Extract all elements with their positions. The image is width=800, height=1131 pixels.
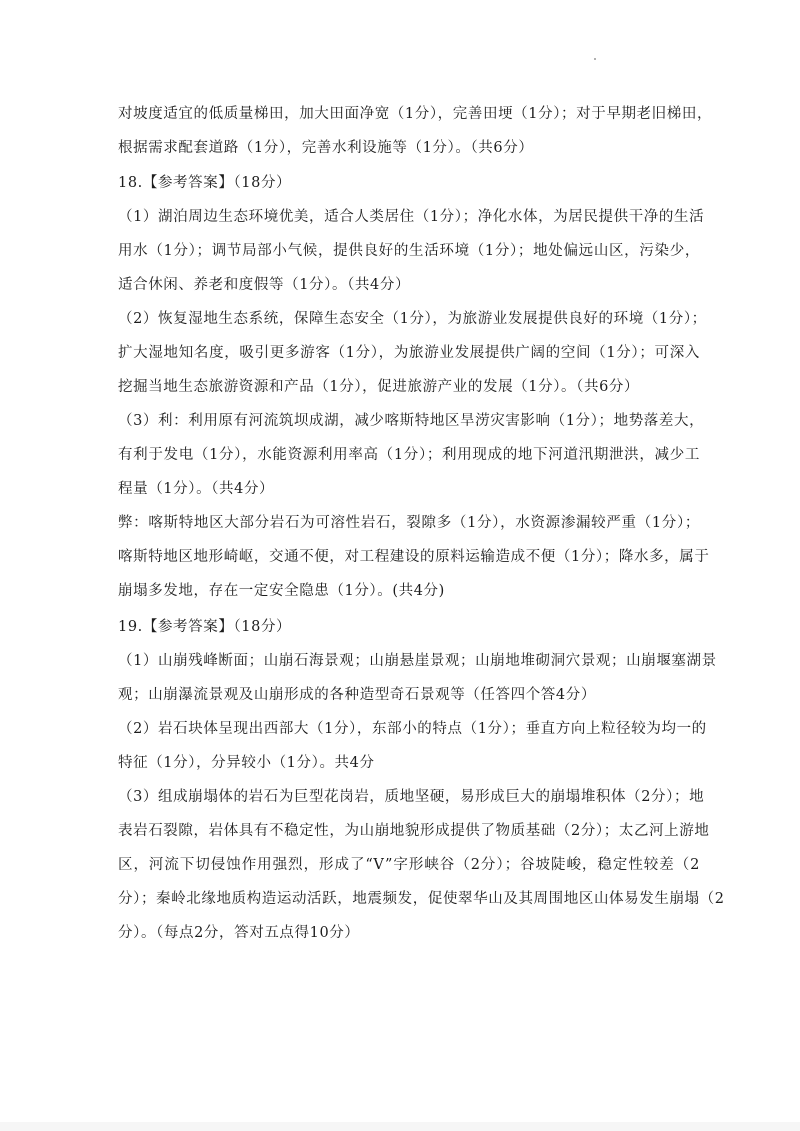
text-line: 用水（1分）；调节局部小气候，提供良好的生活环境（1分）；地处偏远山区，污染少， — [118, 243, 700, 259]
text-line: （1）湖泊周边生态环境优美，适合人类居住（1分）；净化水体，为居民提供干净的生活 — [118, 209, 705, 225]
text-line: 弊：喀斯特地区大部分岩石为可溶性岩石，裂隙多（1分），水资源渗漏较严重（1分）； — [118, 515, 700, 531]
page-bottom-strip — [0, 1122, 800, 1131]
text-line: 观；山崩瀑流景观及山崩形成的各种造型奇石景观等（任答四个答4分） — [118, 687, 596, 703]
section-heading-18: 18.【参考答案】（18分） — [118, 175, 292, 191]
text-line: 根据需求配套道路（1分），完善水利设施等（1分）。（共6分） — [118, 140, 534, 156]
text-line: 区，河流下切侵蚀作用强烈，形成了“V”字形峡谷（2分）；谷坡陡峻，稳定性较差（2 — [118, 857, 700, 873]
text-line: 挖掘当地生态旅游资源和产品（1分），促进旅游产业的发展（1分）。（共6分） — [118, 379, 640, 395]
text-line: 分）；秦岭北缘地质构造运动活跃，地震频发，促使翠华山及其周围地区山体易发生崩塌（2 — [118, 891, 725, 907]
text-line: 表岩石裂隙，岩体具有不稳定性，为山崩地貌形成提供了物质基础（2分）；太乙河上游地 — [118, 823, 710, 839]
section-heading-19: 19.【参考答案】（18分） — [118, 619, 292, 635]
text-line: 有利于发电（1分），水能资源利用率高（1分）；利用现成的地下河道汛期泄洪，减少工 — [118, 447, 700, 463]
text-line: 特征（1分），分异较小（1分）。共4分 — [118, 755, 375, 771]
text-line: 程量（1分）。（共4分） — [118, 481, 275, 497]
text-line: （1）山崩残峰断面；山崩石海景观；山崩悬崖景观；山崩地堆砌洞穴景观；山崩堰塞湖景 — [118, 653, 717, 669]
text-line: 喀斯特地区地形崎岖，交通不便，对工程建设的原料运输造成不便（1分）；降水多，属于 — [118, 549, 710, 565]
text-line: 分）。（每点2分，答对五点得10分） — [118, 925, 360, 941]
text-line: 扩大湿地知名度，吸引更多游客（1分），为旅游业发展提供广阔的空间（1分）；可深入 — [118, 345, 700, 361]
text-line: （2）岩石块体呈现出西部大（1分），东部小的特点（1分）；垂直方向上粒径较为均一的 — [118, 721, 707, 737]
text-line: （3）利：利用原有河流筑坝成湖，减少喀斯特地区旱涝灾害影响（1分）；地势落差大， — [118, 413, 705, 429]
text-line: （2）恢复湿地生态系统，保障生态安全（1分），为旅游业发展提供良好的环境（1分）； — [118, 311, 707, 327]
text-line: 适合休闲、养老和度假等（1分）。（共4分） — [118, 277, 411, 293]
scan-speck — [594, 58, 596, 60]
text-line: （3）组成崩塌体的岩石为巨型花岗岩，质地坚硬，易形成巨大的崩塌堆积体（2分）；地 — [118, 789, 705, 805]
text-line: 崩塌多发地，存在一定安全隐患（1分）。(共4分) — [118, 583, 445, 599]
text-line: 对坡度适宜的低质量梯田，加大田面净宽（1分），完善田埂（1分）；对于早期老旧梯田， — [118, 106, 713, 122]
